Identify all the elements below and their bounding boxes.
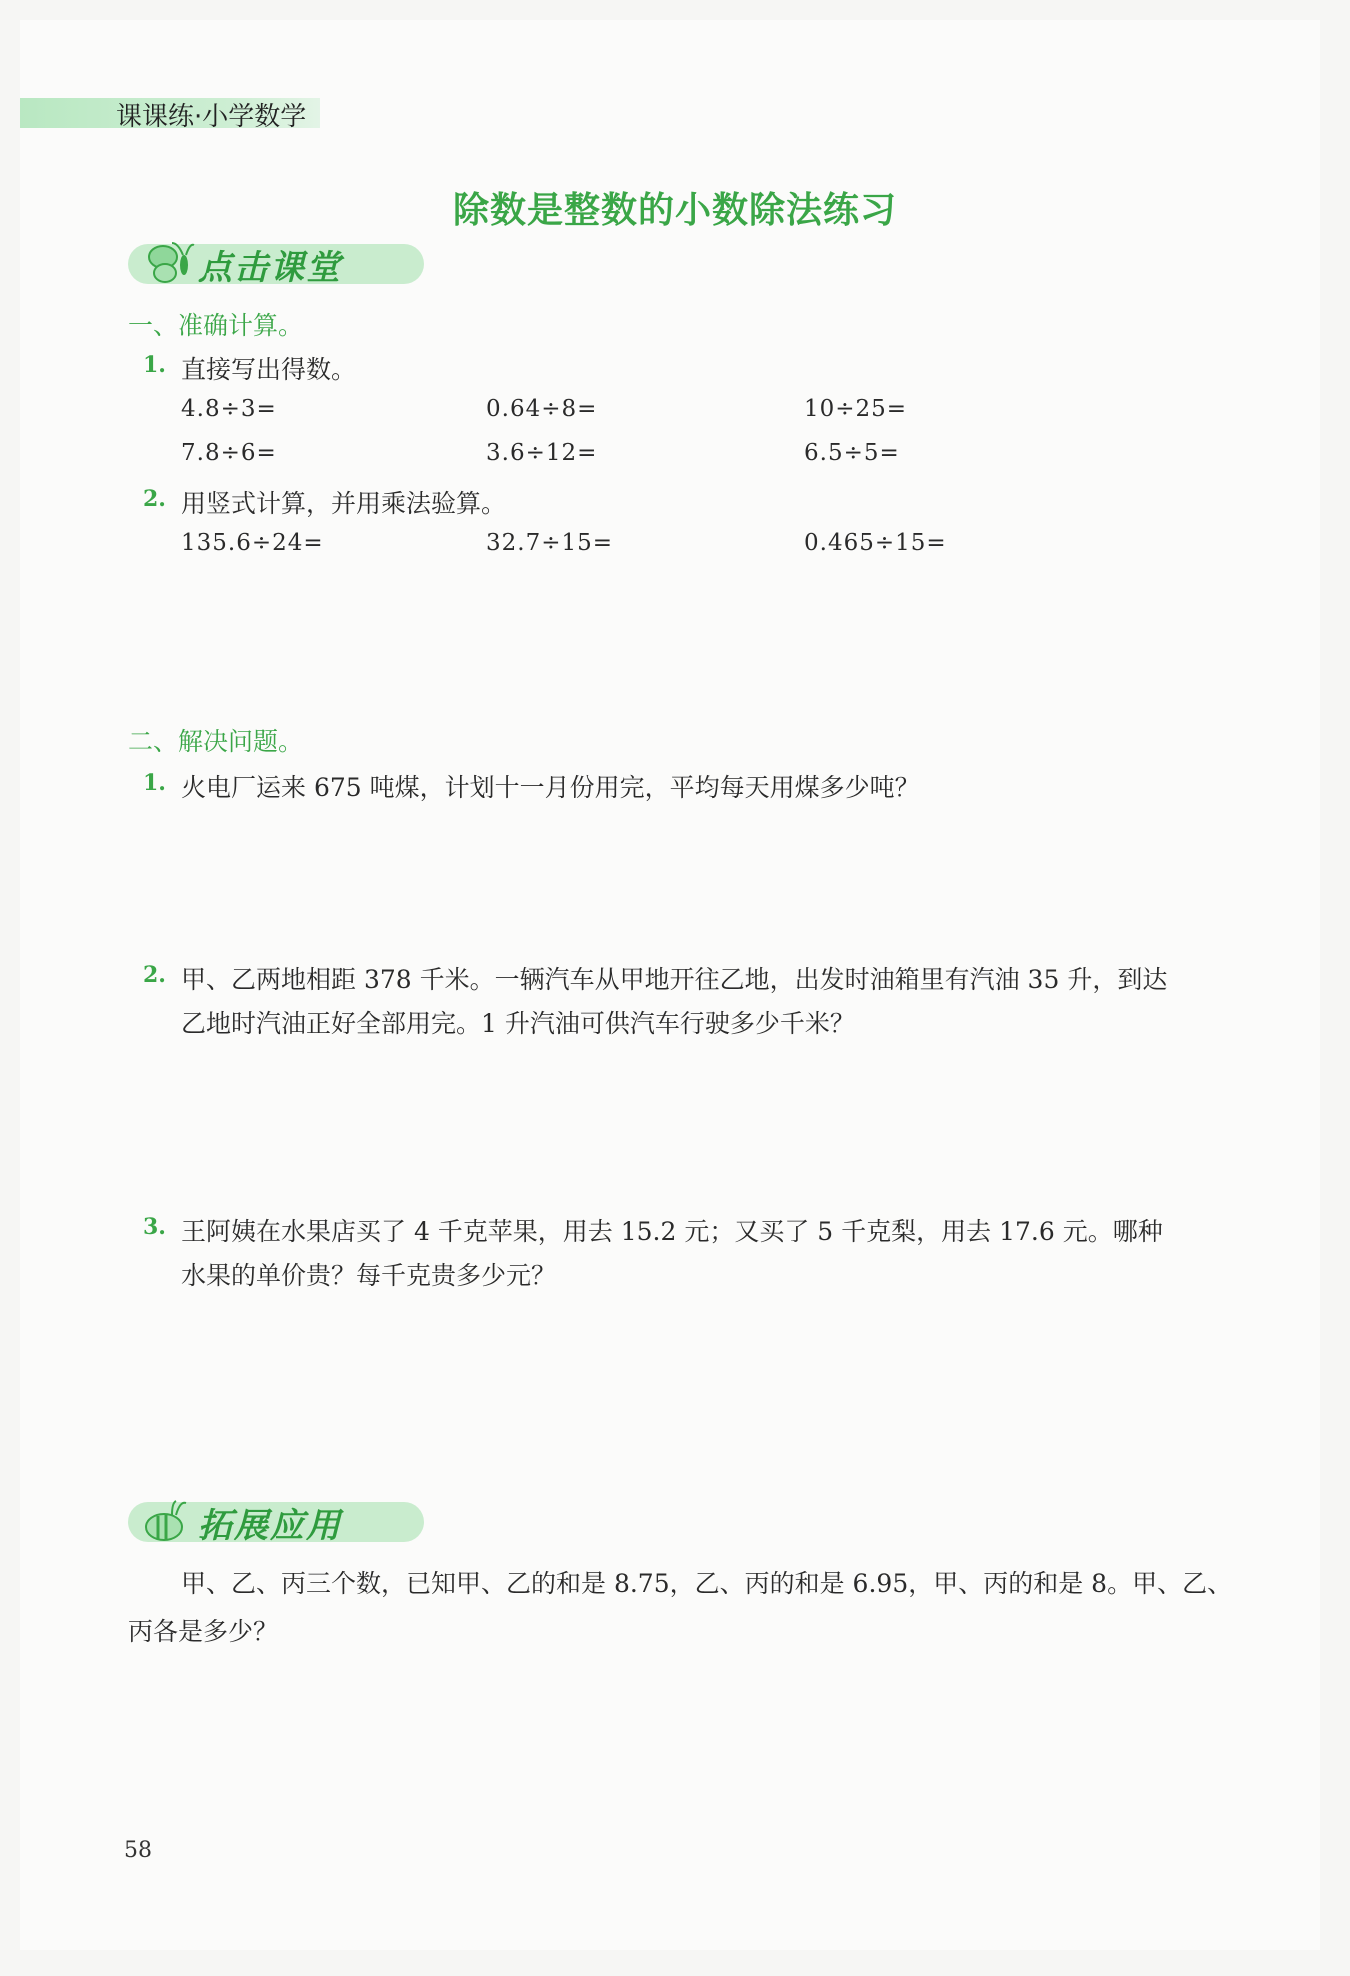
question-text: 直接写出得数。 [181, 355, 357, 384]
extension-text-line: 丙各是多少？ [128, 1617, 279, 1646]
question-text-line: 甲、乙两地相距 378 千米。一辆汽车从甲地开往乙地，出发时油箱里有汽油 35 升，到达 [181, 965, 1168, 994]
bee-icon [128, 1497, 198, 1547]
section-pill-extension [128, 1502, 342, 1546]
part1-heading: 一、准确计算。 [128, 311, 304, 340]
calc-item: 4.8÷3= [181, 396, 277, 422]
calc-item: 6.5÷5= [804, 440, 900, 466]
question-number: 1. [143, 770, 166, 796]
section-pill-label: 拓展应用 [198, 1505, 342, 1546]
question-text: 用竖式计算，并用乘法验算。 [181, 489, 507, 518]
question-text: 火电厂运来 675 吨煤，计划十一月份用完，平均每天用煤多少吨？ [181, 773, 920, 802]
header-label: 课课练·小学数学 [116, 102, 307, 132]
question-number: 3. [143, 1214, 166, 1240]
calc-item: 32.7÷15= [486, 530, 614, 556]
part2-heading: 二、解决问题。 [128, 727, 304, 756]
calc-item: 0.465÷15= [804, 530, 947, 556]
page-title: 除数是整数的小数除法练习 [452, 190, 897, 231]
extension-text-line: 甲、乙、丙三个数，已知甲、乙的和是 8.75，乙、丙的和是 6.95，甲、丙的和是 8。甲、乙、 [181, 1569, 1233, 1598]
calc-item: 10÷25= [804, 396, 908, 422]
question-number: 2. [143, 486, 166, 512]
calc-item: 7.8÷6= [181, 440, 277, 466]
calc-item: 0.64÷8= [486, 396, 598, 422]
question-text-line: 水果的单价贵？每千克贵多少元？ [181, 1261, 557, 1290]
section-pill-label: 点击课堂 [198, 247, 342, 288]
page-number: 58 [124, 1838, 152, 1863]
calc-item: 135.6÷24= [181, 530, 324, 556]
butterfly-icon [128, 239, 198, 289]
question-text-line: 王阿姨在水果店买了 4 千克苹果，用去 15.2 元；又买了 5 千克梨，用去 17.6 元。哪种 [181, 1217, 1163, 1246]
section-pill-classroom [128, 244, 342, 288]
calc-item: 3.6÷12= [486, 440, 598, 466]
question-number: 2. [143, 962, 166, 988]
question-text-line: 乙地时汽油正好全部用完。1 升汽油可供汽车行驶多少千米？ [181, 1009, 855, 1038]
question-number: 1. [143, 352, 166, 378]
